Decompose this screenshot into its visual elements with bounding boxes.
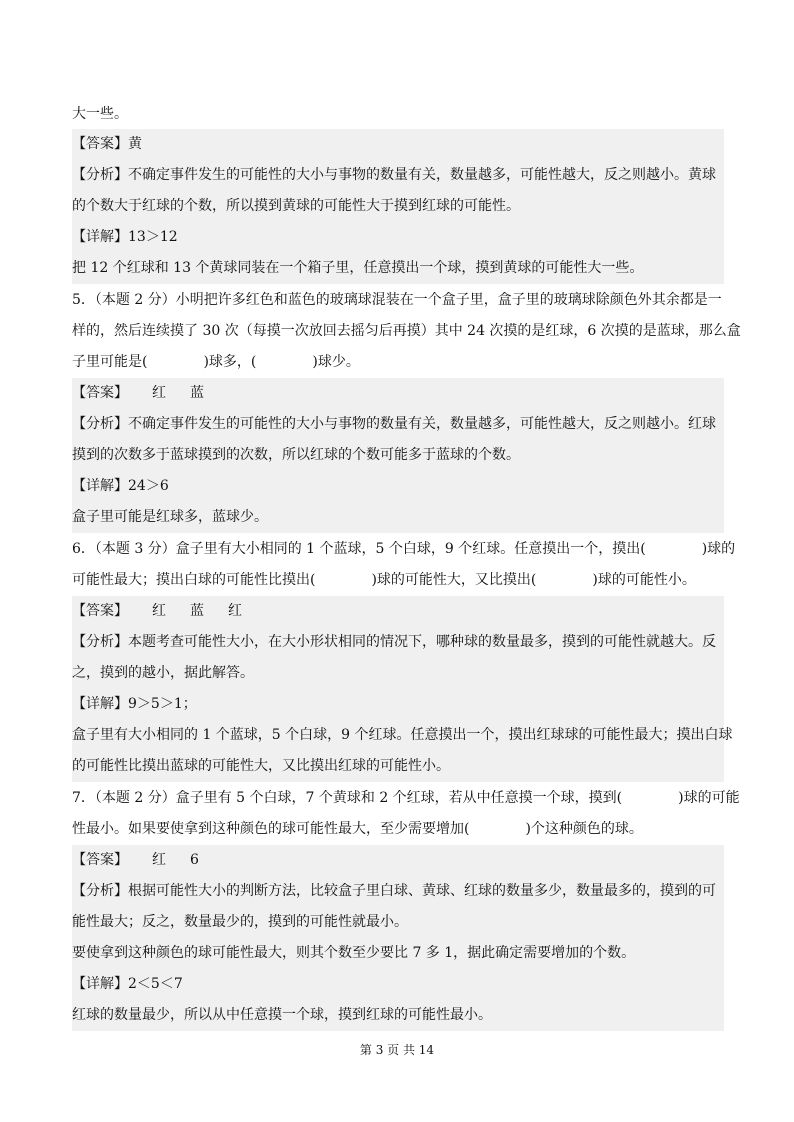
detail-line: 把 12 个红球和 13 个黄球同装在一个箱子里，任意摸出一个球，摸到黄球的可能性大一些。 (72, 253, 724, 284)
analysis-line: 要使拿到这种颜色的球可能性最大，则其个数至少要比 7 多 1，据此确定需要增加的个数。 (72, 938, 724, 969)
answer-line (72, 596, 724, 627)
answer-value: 红 (152, 385, 166, 401)
question-text: 可能性最大；摸出白球的可能性比摸出( (72, 572, 316, 588)
analysis-line: 摸到的次数多于蓝球摸到的次数，所以红球的个数可能多于蓝球的个数。 (72, 440, 724, 471)
answer-value: 红 (152, 852, 166, 868)
detail-line: 【详解】13＞12 (72, 222, 724, 253)
answer-value: 蓝 (190, 385, 204, 401)
question-text: )球的可能 (678, 790, 740, 806)
question-text: )球少。 (312, 354, 360, 370)
detail-line: 的可能性比摸出蓝球的可能性大，又比摸出红球的可能性小。 (72, 751, 724, 782)
question-text: )球的可能性小。 (592, 572, 696, 588)
text-line: 大一些。 (72, 106, 128, 122)
question-text: 7．（本题 2 分）盒子里有 5 个白球，7 个黄球和 2 个红球，若从中任意摸一个球，摸到( (72, 790, 623, 806)
answer-value: 红 (152, 603, 166, 619)
answer-label: 【答案】 (72, 852, 128, 868)
question-5-line: 5．（本题 2 分）小明把许多红色和蓝色的玻璃球混装在一个盒子里，盒子里的玻璃球除颜色外其余都是一 (72, 292, 722, 308)
answer-label: 【答案】 (72, 603, 128, 619)
question-text: )个这种颜色的球。 (525, 821, 643, 837)
question-text: )球的 (701, 541, 736, 557)
detail-line: 【详解】9＞5＞1； (72, 689, 724, 720)
question-text: )球的可能性大，又比摸出( (371, 572, 537, 588)
detail-line: 【详解】2＜5＜7 (72, 969, 724, 1000)
analysis-line: 的个数大于红球的个数，所以摸到黄球的可能性大于摸到红球的可能性。 (72, 191, 724, 222)
analysis-line: 之，摸到的越小，据此解答。 (72, 658, 724, 689)
detail-line: 盒子里有大小相同的 1 个蓝球，5 个白球，9 个红球。任意摸出一个，摸出红球球的可能性最大；摸出白球 (72, 720, 724, 751)
answer-line (72, 378, 724, 409)
page-number: 第 3 页 共 14 (359, 1043, 435, 1057)
question-5-line (72, 347, 724, 378)
detail-line: 盒子里可能是红球多，蓝球少。 (72, 502, 724, 533)
question-text: 子里可能是( (72, 354, 148, 370)
answer-label: 【答案】 (72, 385, 128, 401)
question-text: 6．（本题 3 分）盒子里有大小相同的 1 个蓝球，5 个白球，9 个红球。任意摸出一个，摸出( (72, 541, 646, 557)
detail-line: 【详解】24＞6 (72, 471, 724, 502)
analysis-line: 【分析】本题考查可能性大小，在大小形状相同的情况下，哪种球的数量最多，摸到的可能性就越大。反 (72, 627, 724, 658)
analysis-line: 【分析】根据可能性大小的判断方法，比较盒子里白球、黄球、红球的数量多少，数量最多的，摸到的可 (72, 876, 724, 907)
detail-line: 红球的数量最少，所以从中任意摸一个球，摸到红球的可能性最小。 (72, 1000, 724, 1031)
question-6-line (72, 534, 736, 565)
question-6-line (72, 565, 724, 596)
question-7-line (72, 783, 740, 814)
answer-value: 蓝 (190, 603, 204, 619)
analysis-line: 【分析】不确定事件发生的可能性的大小与事物的数量有关，数量越多，可能性越大，反之则越小。黄球 (72, 160, 724, 191)
answer-line (72, 845, 724, 876)
question-7-line (72, 814, 724, 845)
question-text: )球多，( (203, 354, 257, 370)
answer-value: 6 (190, 852, 199, 868)
question-text: 性最小。如果要使拿到这种颜色的球可能性最大，至少需要增加( (72, 821, 470, 837)
question-5-line: 样的，然后连续摸了 30 次（每摸一次放回去摇匀后再摸）其中 24 次摸的是红球，6 次摸的是蓝球，那么盒 (72, 323, 741, 339)
answer-value: 红 (228, 603, 242, 619)
analysis-line: 【分析】不确定事件发生的可能性的大小与事物的数量有关，数量越多，可能性越大，反之则越小。红球 (72, 409, 724, 440)
answer-line: 【答案】黄 (72, 129, 724, 160)
analysis-line: 能性最大；反之，数量最少的，摸到的可能性就最小。 (72, 907, 724, 938)
